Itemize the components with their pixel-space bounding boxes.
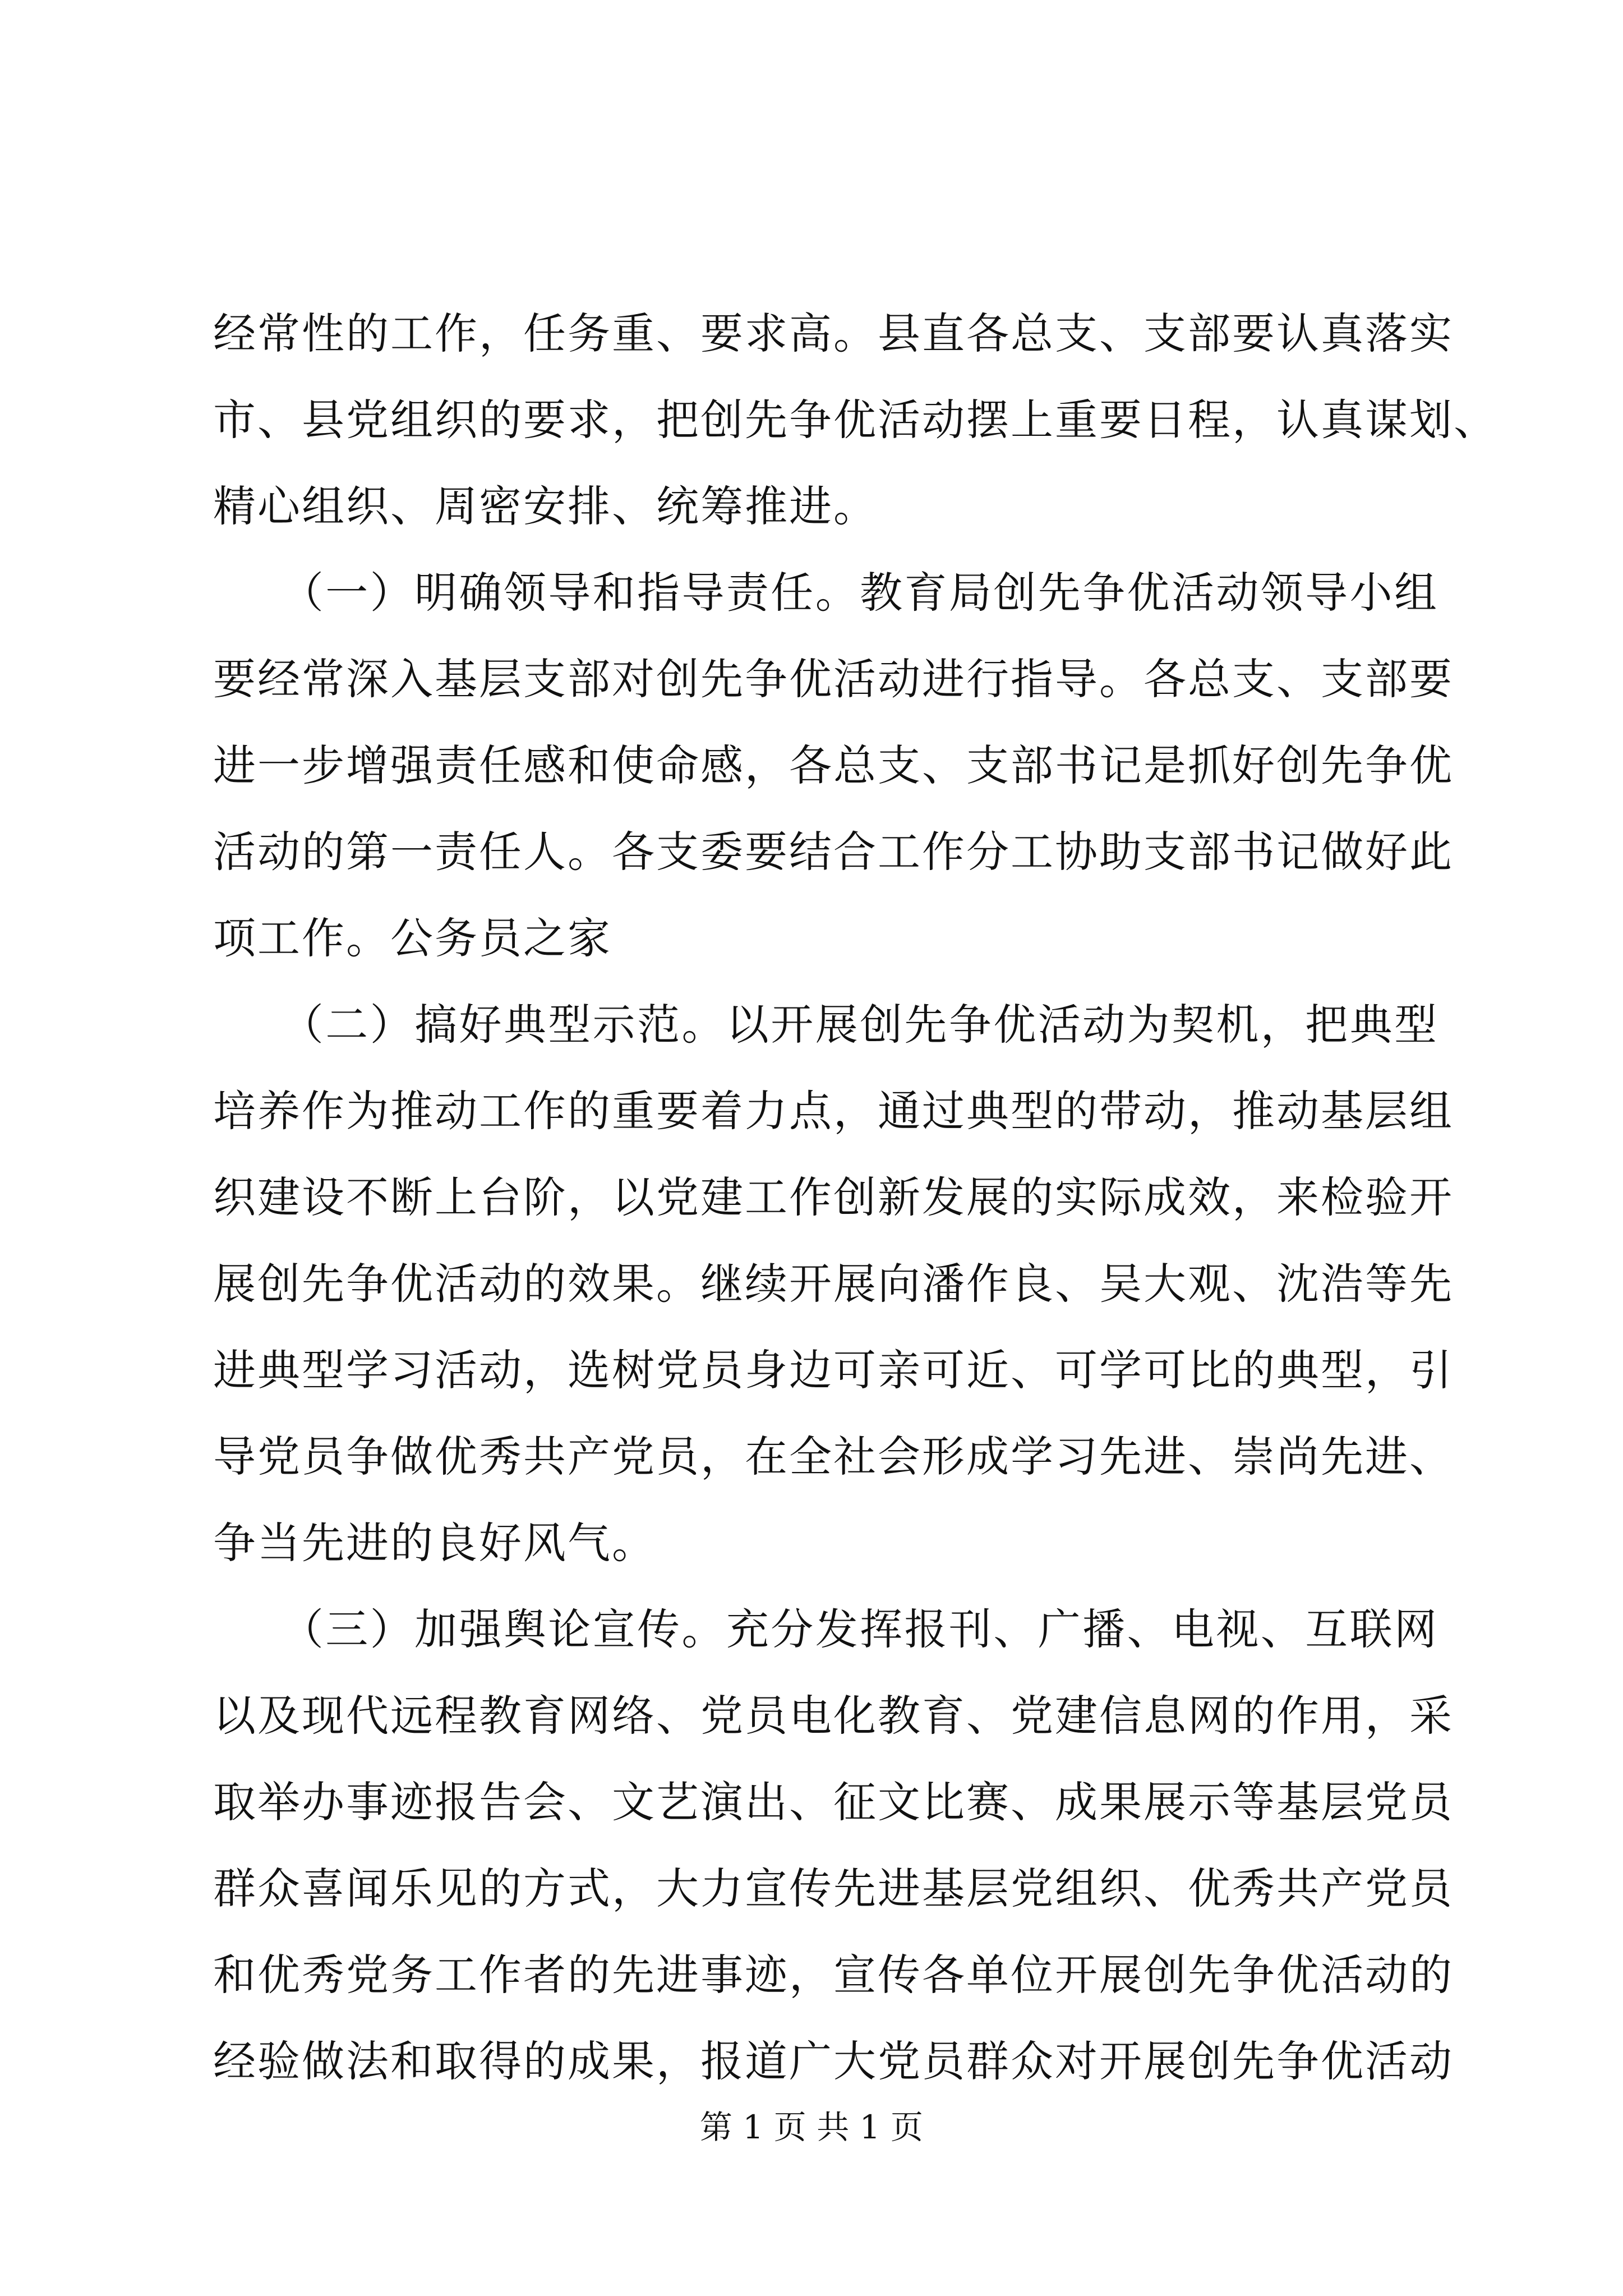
text-line: 项工作。公务员之家 — [213, 913, 612, 963]
text-line: （一）明确领导和指导责任。教育局创先争优活动领导小组 — [213, 568, 1438, 618]
text-line: 市、县党组织的要求，把创先争优活动摆上重要日程，认真谋划、 — [213, 395, 1498, 445]
text-line: 导党员争做优秀共产党员，在全社会形成学习先进、崇尚先进、 — [213, 1432, 1454, 1481]
text-line: 争当先进的良好风气。 — [213, 1518, 656, 1568]
text-line: （二）搞好典型示范。以开展创先争优活动为契机，把典型 — [213, 1000, 1438, 1050]
document-body — [213, 291, 1498, 2105]
text-line: 经常性的工作，任务重、要求高。县直各总支、支部要认真落实 — [213, 309, 1454, 358]
text-line: 进典型学习活动，选树党员身边可亲可近、可学可比的典型，引 — [213, 1345, 1454, 1395]
text-line: 进一步增强责任感和使命感，各总支、支部书记是抓好创先争优 — [213, 740, 1454, 790]
text-line: 取举办事迹报告会、文艺演出、征文比赛、成果展示等基层党员 — [213, 1777, 1454, 1827]
page-number: 第 1 页 共 1 页 — [700, 2108, 923, 2146]
text-line: 经验做法和取得的成果，报道广大党员群众对开展创先争优活动 — [213, 2036, 1454, 2086]
text-line: 精心组织、周密安排、统筹推进。 — [213, 481, 878, 531]
text-line: （三）加强舆论宣传。充分发挥报刊、广播、电视、互联网 — [213, 1604, 1438, 1654]
text-line: 活动的第一责任人。各支委要结合工作分工协助支部书记做好此 — [213, 827, 1454, 877]
page-footer — [0, 2105, 1623, 2150]
text-line: 群众喜闻乐见的方式，大力宣传先进基层党组织、优秀共产党员 — [213, 1864, 1454, 1913]
text-line: 要经常深入基层支部对创先争优活动进行指导。各总支、支部要 — [213, 654, 1454, 704]
text-line: 织建设不断上台阶，以党建工作创新发展的实际成效，来检验开 — [213, 1172, 1454, 1222]
text-line: 以及现代远程教育网络、党员电化教育、党建信息网的作用，采 — [213, 1691, 1454, 1741]
text-line: 展创先争优活动的效果。继续开展向潘作良、吴大观、沈浩等先 — [213, 1259, 1454, 1309]
text-line: 培养作为推动工作的重要着力点，通过典型的带动，推动基层组 — [213, 1086, 1454, 1136]
text-line: 和优秀党务工作者的先进事迹，宣传各单位开展创先争优活动的 — [213, 1950, 1454, 2000]
